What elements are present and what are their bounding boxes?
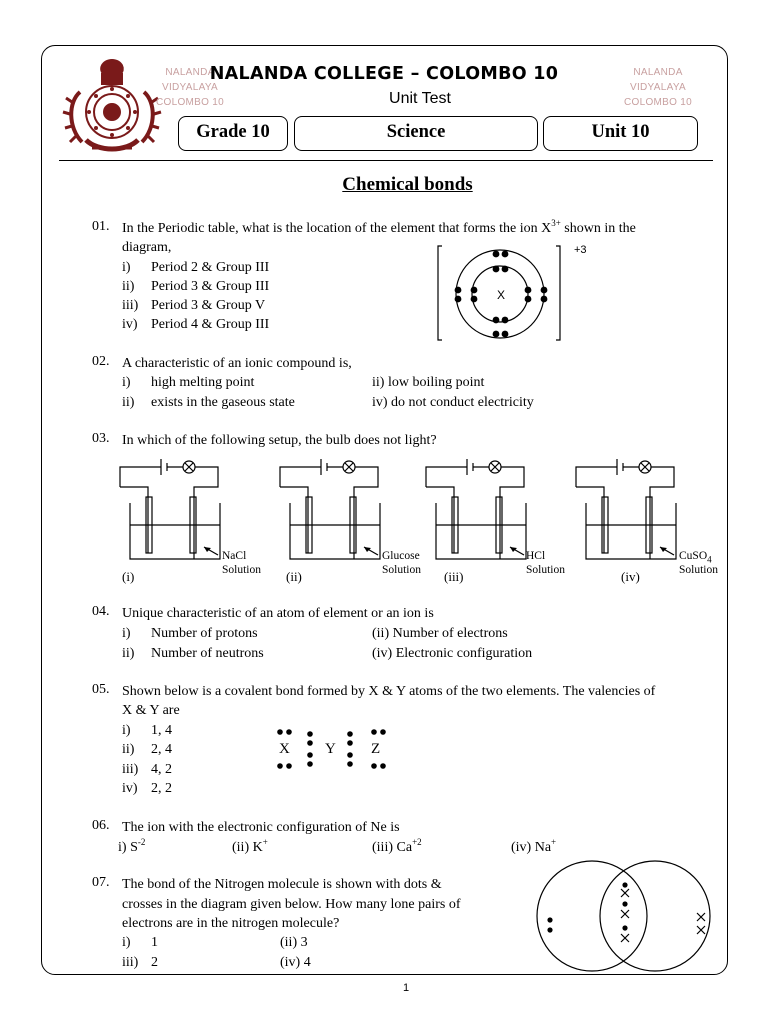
q5-option: i) xyxy=(122,723,131,738)
q2-text: A characteristic of an ionic compound is, xyxy=(122,356,352,371)
q4-option-text: Number of neutrons xyxy=(151,646,264,661)
page-number: 1 xyxy=(402,982,410,994)
setup-2-label: (ii) xyxy=(286,569,302,584)
q4-text: Unique characteristic of an atom of element or an ion is xyxy=(122,606,434,621)
q7-option: i) xyxy=(122,935,131,950)
atom-z-label: Z xyxy=(371,741,381,757)
q6-option-2: (ii) K+ xyxy=(232,837,268,855)
atom-x-label: X xyxy=(279,741,290,757)
q1-text: In the Periodic table, what is the location of the element that forms the ion $X^{3+}$ shown in the xyxy=(122,218,636,236)
q4-number: 04. xyxy=(92,604,110,619)
q1-option-text: Period 3 & Group V xyxy=(151,298,266,313)
setup-1-label: (i) xyxy=(122,569,135,584)
q3-text: In which of the following setup, the bulb does not light? xyxy=(122,433,437,448)
q1-text-2: diagram, xyxy=(122,240,172,255)
ion-charge-label: +3 xyxy=(574,244,587,256)
q5-text-2: X & Y are xyxy=(122,703,180,718)
ion-center-label: X xyxy=(497,288,506,302)
subject-box: Science xyxy=(294,116,538,151)
test-type: Unit Test xyxy=(389,90,451,107)
setup-2-solution: Glucose Solution xyxy=(382,550,421,576)
q1-option-text: Period 3 & Group III xyxy=(151,279,270,294)
q4-option-text: Number of protons xyxy=(151,626,258,641)
q5-number: 05. xyxy=(92,682,110,697)
q5-option-text: 2, 2 xyxy=(151,781,172,796)
q2-option-text: ii) low boiling point xyxy=(372,375,485,390)
circuit-setup-4 xyxy=(574,455,684,565)
q4-option: i) xyxy=(122,626,131,641)
q4-option-text: (iv) Electronic configuration xyxy=(372,646,533,661)
q5-option: iii) xyxy=(122,762,139,777)
q2-option: i) xyxy=(122,375,131,390)
q1-option-text: Period 2 & Group III xyxy=(151,260,270,275)
page-title: Chemical bonds xyxy=(342,174,473,195)
q7-option-text: (ii) 3 xyxy=(280,935,308,950)
q6-number: 06. xyxy=(92,818,110,833)
q1-option: iv) xyxy=(122,317,138,332)
q1-option: ii) xyxy=(122,279,135,294)
q7-text: The bond of the Nitrogen molecule is shown with dots & crosses in the diagram given below. How many lone pairs of electrons are in the nitrogen molecule? xyxy=(122,877,461,931)
setup-3-label: (iii) xyxy=(444,569,464,584)
q5-option-text: 4, 2 xyxy=(151,762,172,777)
circuit-setup-1 xyxy=(118,455,228,565)
atom-y-label: Y xyxy=(325,741,336,757)
setup-3-solution: HCl Solution xyxy=(526,550,565,576)
q5-option-text: 1, 4 xyxy=(151,723,172,738)
circuit-setup-3 xyxy=(424,455,534,565)
q7-number: 07. xyxy=(92,875,110,890)
q4-option-text: (ii) Number of electrons xyxy=(372,626,508,641)
college-name: NALANDA COLLEGE – COLOMBO 10 xyxy=(209,64,559,84)
q5-text: Shown below is a covalent bond formed by X & Y atoms of the two elements. The valencies of xyxy=(122,684,656,699)
q6-option-3: (iii) $Ca^{+2}$ xyxy=(372,837,422,855)
q2-option-text: iv) do not conduct electricity xyxy=(372,395,534,410)
stamp-right: NALANDA VIDYALAYA COLOMBO 10 xyxy=(623,67,693,108)
q2-option-text: exists in the gaseous state xyxy=(151,395,295,410)
q7-option: iii) xyxy=(122,955,139,970)
q6-option-1: i) $S^{-2}$ xyxy=(118,837,146,855)
q7-option-text: 2 xyxy=(151,955,158,970)
setup-4-solution: CuSO$_4$ Solution xyxy=(679,550,718,576)
q1-number: 01. xyxy=(92,219,110,234)
q2-option-text: high melting point xyxy=(151,375,255,390)
circuit-setup-2 xyxy=(278,455,388,565)
q1-option: i) xyxy=(122,260,131,275)
q5-option-text: 2, 4 xyxy=(151,742,172,757)
q5-option: ii) xyxy=(122,742,135,757)
q5-option: iv) xyxy=(122,781,138,796)
setup-1-solution: NaCl Solution xyxy=(222,550,261,576)
stamp-left: NALANDA VIDYALAYA COLOMBO 10 xyxy=(155,67,225,108)
q2-option: ii) xyxy=(122,395,135,410)
header-divider xyxy=(59,160,713,161)
q7-option-text: 1 xyxy=(151,935,158,950)
unit-box: Unit 10 xyxy=(543,116,698,151)
q7-option-text: (iv) 4 xyxy=(280,955,311,970)
q4-option: ii) xyxy=(122,646,135,661)
nitrogen-molecule-diagram xyxy=(540,858,720,973)
q2-number: 02. xyxy=(92,354,110,369)
q6-text: The ion with the electronic configuration of Ne is xyxy=(122,820,400,835)
q6-option-4: (iv) Na+ xyxy=(511,837,557,855)
q1-option: iii) xyxy=(122,298,139,313)
q3-number: 03. xyxy=(92,431,110,446)
setup-4-label: (iv) xyxy=(621,569,640,584)
grade-box: Grade 10 xyxy=(178,116,288,151)
q1-option-text: Period 4 & Group III xyxy=(151,317,270,332)
